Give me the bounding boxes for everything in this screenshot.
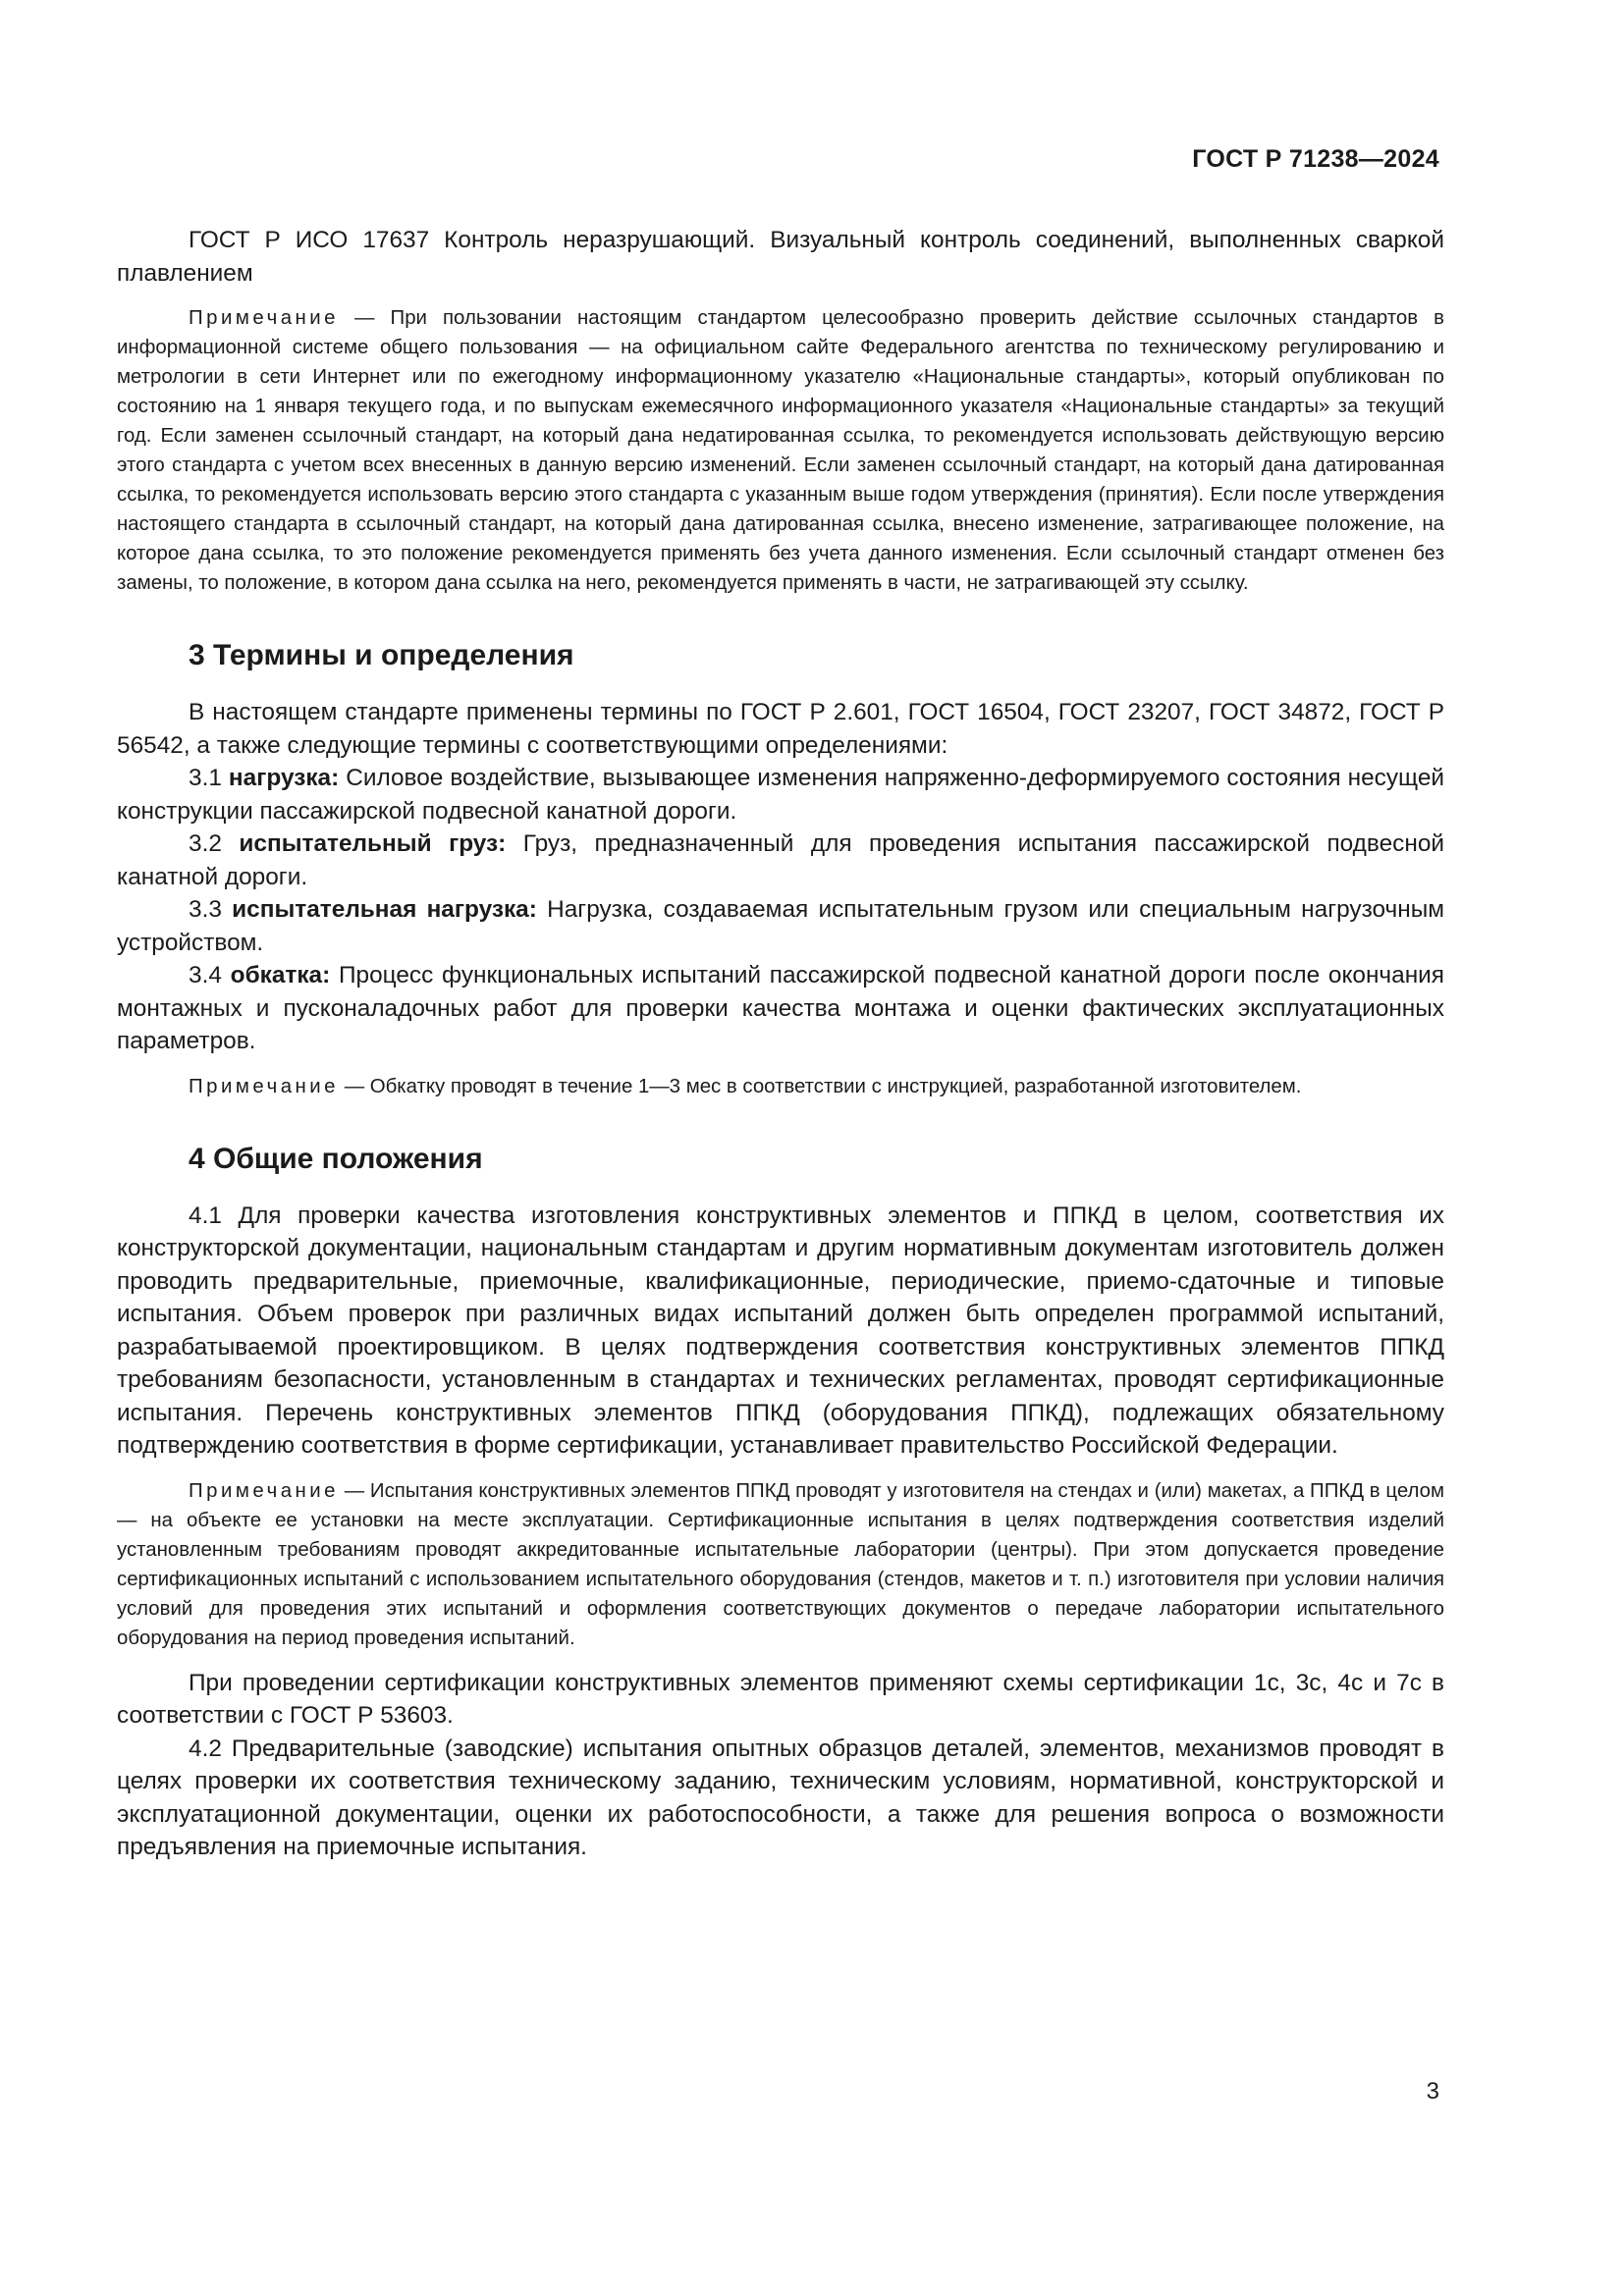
term-number: 3.4 [189,962,222,988]
certification-schemes: При проведении сертификации конструктивных элементов применяют схемы сертификации 1с, 3с, 4с и 7с в соответствии с ГОСТ Р 53603. [117,1669,1444,1729]
document-code-header: ГОСТ Р 71238—2024 [1192,145,1439,173]
clause-4-1: 4.1 Для проверки качества изготовления конструктивных элементов и ППКД в целом, соответствия их конструкторской документации, национальным стандартам и другим нормативным документам изготовитель должен проводить предварительные, приемочные, квалификационные, периодические, приемо-сдаточные и типовые испытания. Объем проверок при различных видах испытаний должен быть определен программой испытаний, разрабатываемой проектировщиком. В целях подтверждения соответствия конструктивных элементов ППКД требованиям безопасности, установленным в стандартах и технических регламентах, проводят сертификационные испытания. Перечень конструктивных элементов ППКД (оборудования ППКД), подлежащих обязательному подтверждению соответствия в форме сертификации, устанавливает правительство Российской Федерации. [117,1201,1444,1459]
term-definition: Силовое воздействие, вызывающее изменения напряженно-деформируемого состояния несущей конструкции пассажирской подвесной канатной дороги. [117,765,1445,825]
term-number: 3.3 [189,896,222,923]
term-name: испытательная нагрузка: [232,896,537,923]
note-text: — Испытания конструктивных элементов ППКД проводят у изготовителя на стендах и (или) макетах, а ППКД в целом — на объекте ее установки на месте эксплуатации. Сертификационные испытания в целях подтверждения соответствия изделий установленным требованиям проводят аккредитованные испытательные лаборатории (центры). При этом допускается проведение сертификационных испытаний с использованием испытательного оборудования (стендов, макетов и т. п.) изготовителя при условии наличия условий для проведения этих испытаний и оформления соответствующих документов о передаче лаборатории испытательного оборудования на период проведения испытаний. [117,1479,1444,1649]
term-3-2 [117,828,1444,893]
term-name: испытательный груз: [239,830,507,857]
section-3-heading: 3 Термины и определения [189,639,574,671]
term-definition: Нагрузка, создаваемая испытательным грузом или специальным нагрузочным устройством. [117,896,1445,956]
term-name: нагрузка: [228,765,340,791]
term-name: обкатка: [230,962,331,988]
section-3-intro: В настоящем стандарте применены термины по ГОСТ Р 2.601, ГОСТ 16504, ГОСТ 23207, ГОСТ 34872, ГОСТ Р 56542, а также следующие термины с соответствующими определениями: [117,699,1444,759]
term-definition: Процесс функциональных испытаний пассажирской подвесной канатной дороги после окончания монтажных и пусконаладочных работ для проверки качества монтажа и оценки фактических эксплуатационных параметров. [117,962,1444,1054]
note-text: — Обкатку проводят в течение 1—3 мес в соответствии с инструкцией, разработанной изготовителем. [339,1075,1302,1097]
term-number: 3.1 [189,765,222,791]
note-testing [117,1476,1444,1653]
note-text: — При пользовании настоящим стандартом целесообразно проверить действие ссылочных стандартов в информационной системе общего пользования — на официальном сайте Федерального агентства по техническому регулированию и метрологии в сети Интернет или по ежегодному информационному указателю «Национальные стандарты», который опубликован по состоянию на 1 января текущего года, и по выпускам ежемесячного информационного указателя «Национальные стандарты» за текущий год. Если заменен ссылочный стандарт, на который дана недатированная ссылка, то рекомендуется использовать действующую версию этого стандарта с учетом всех внесенных в данную версию изменений. Если заменен ссылочный стандарт, на который дана датированная ссылка, то рекомендуется использовать версию этого стандарта с указанным выше годом утверждения (принятия). Если после утверждения настоящего стандарта в ссылочный стандарт, на который дана датированная ссылка, внесено изменение, затрагивающее положение, на которое дана ссылка, то это положение рекомендуется применять без учета данного изменения. Если ссылочный стандарт отменен без замены, то положение, в котором дана ссылка на него, рекомендуется применять в части, не затрагивающей эту ссылку. [117,307,1444,594]
term-definition: Груз, предназначенный для проведения испытания пассажирской подвесной канатной дороги. [117,830,1445,890]
page-number: 3 [1426,2078,1439,2105]
reference-iso-17637: ГОСТ Р ИСО 17637 Контроль неразрушающий. Визуальный контроль соединений, выполненных сваркой плавлением [117,227,1444,287]
term-3-3 [117,893,1444,959]
clause-4-2: 4.2 Предварительные (заводские) испытания опытных образцов деталей, элементов, механизмов проводят в целях проверки их соответствия техническому заданию, техническим условиям, нормативной, конструкторской и эксплуатационной документации, оценки их работоспособности, а также для решения вопроса о возможности предъявления на приемочные испытания. [117,1735,1444,1860]
note-label: Примечание [189,1479,340,1502]
note-references [117,303,1444,598]
term-number: 3.2 [189,830,222,857]
section-4-heading: 4 Общие положения [189,1142,483,1175]
note-run-in [117,1072,1444,1101]
page-content [117,224,1444,1864]
term-3-4 [117,959,1444,1058]
note-label: Примечание [189,307,340,329]
term-3-1 [117,762,1444,828]
note-label: Примечание [189,1075,340,1097]
